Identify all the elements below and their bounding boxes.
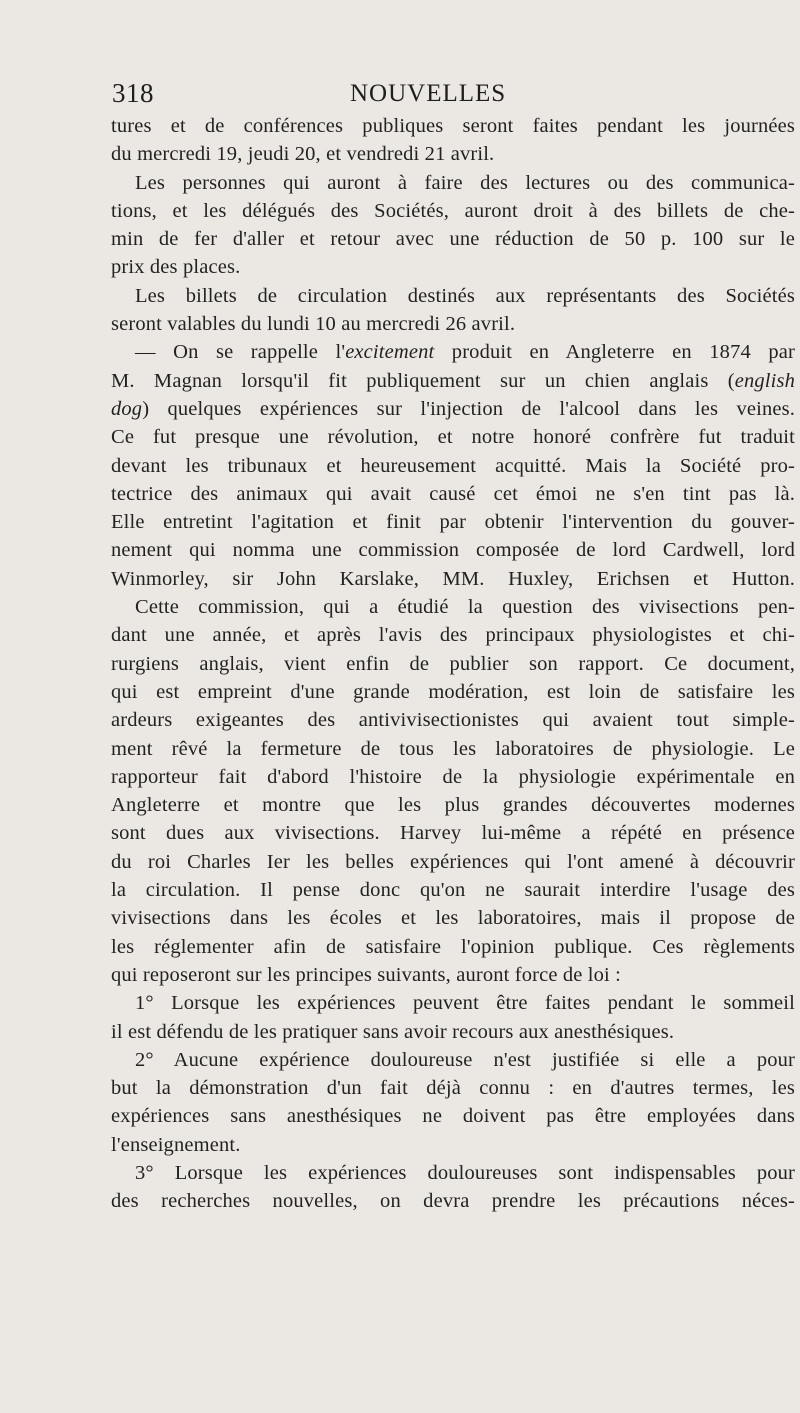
text-line: du roi Charles Ier les belles expériences qui l'ont amené à découvrir (111, 850, 795, 873)
text-line: but la démonstration d'un fait déjà connu : en d'autres termes, les (111, 1077, 795, 1100)
text-line: dant une année, et après l'avis des principaux physiologistes et chi- (111, 624, 795, 647)
text-line: l'enseignement. (111, 1133, 241, 1156)
text-line: qui est empreint d'une grande modération, est loin de satisfaire les (111, 680, 795, 703)
italic-word: dog (111, 397, 143, 420)
text-line: Winmorley, sir John Karslake, MM. Huxley, Erichsen et Hutton. (111, 567, 795, 590)
text-line: Cette commission, qui a étudié la question des vivisections pen- (135, 596, 795, 619)
italic-word: english (734, 369, 795, 392)
text-line: Ce fut presque une révolution, et notre honoré confrère fut traduit (111, 426, 795, 449)
body-text (111, 112, 795, 1216)
text-line: min de fer d'aller et retour avec une réduction de 50 p. 100 sur le (111, 228, 795, 251)
text-line: devant les tribunaux et heureusement acquitté. Mais la Société pro- (111, 454, 795, 477)
text-line: 3° Lorsque les expériences douloureuses sont indispensables pour (135, 1161, 795, 1184)
text-line: Les billets de circulation destinés aux représentants des Sociétés (135, 284, 795, 307)
text-line: la circulation. Il pense donc qu'on ne saurait interdire l'usage des (111, 879, 795, 902)
text-line: tures et de conférences publiques seront faites pendant les journées (111, 115, 795, 137)
text-line: 1° Lorsque les expériences peuvent être faites pendant le sommeil (135, 992, 795, 1015)
text-line: Elle entretint l'agitation et finit par obtenir l'intervention du gouver- (111, 511, 795, 534)
running-title: NOUVELLES (350, 80, 507, 107)
text-line: les réglementer afin de satisfaire l'opinion publique. Ces règlements (111, 935, 795, 958)
text-line: M. Magnan lorsqu'il fit publiquement sur un chien anglais (english (111, 369, 795, 392)
text-line: expériences sans anesthésiques ne doivent pas être employées dans (111, 1105, 795, 1128)
text-line: tectrice des animaux qui avait causé cet émoi ne s'en tint pas là. (111, 482, 795, 505)
text-line: des recherches nouvelles, on devra prendre les précautions néces- (111, 1190, 795, 1213)
text-line: il est défendu de les pratiquer sans avoir recours aux anesthésiques. (111, 1020, 675, 1043)
text-line: Angleterre et montre que les plus grandes découvertes modernes (111, 794, 795, 817)
text-line: Les personnes qui auront à faire des lectures ou des communica- (135, 171, 795, 194)
text-line: seront valables du lundi 10 au mercredi 26 avril. (111, 313, 516, 336)
italic-word: excitement (345, 341, 435, 364)
text-line: dog) quelques expériences sur l'injection de l'alcool dans les veines. (111, 397, 795, 420)
text-line: tions, et les délégués des Sociétés, auront droit à des billets de che- (111, 199, 795, 222)
text-line: rurgiens anglais, vient enfin de publier son rapport. Ce document, (111, 652, 795, 675)
text-line: — On se rappelle l'excitement produit en Angleterre en 1874 par (135, 341, 795, 364)
text-line: nement qui nomma une commission composée de lord Cardwell, lord (111, 539, 795, 562)
text-line: vivisections dans les écoles et les laboratoires, mais il propose de (111, 907, 795, 930)
text-line: ardeurs exigeantes des antivivisectionistes qui avaient tout simple- (111, 709, 795, 732)
text-line: prix des places. (111, 256, 241, 279)
text-line: qui reposeront sur les principes suivants, auront force de loi : (111, 963, 622, 986)
text-line: 2° Aucune expérience douloureuse n'est justifiée si elle a pour (135, 1048, 795, 1071)
text-line: sont dues aux vivisections. Harvey lui-même a répété en présence (111, 822, 795, 845)
text-line: ment rêvé la fermeture de tous les laboratoires de physiologie. Le (111, 737, 795, 760)
page-header (110, 70, 750, 106)
text-line: rapporteur fait d'abord l'histoire de la physiologie expérimentale en (111, 765, 795, 788)
text-line: du mercredi 19, jeudi 20, et vendredi 21 avril. (111, 143, 495, 166)
page-number: 318 (112, 78, 154, 108)
